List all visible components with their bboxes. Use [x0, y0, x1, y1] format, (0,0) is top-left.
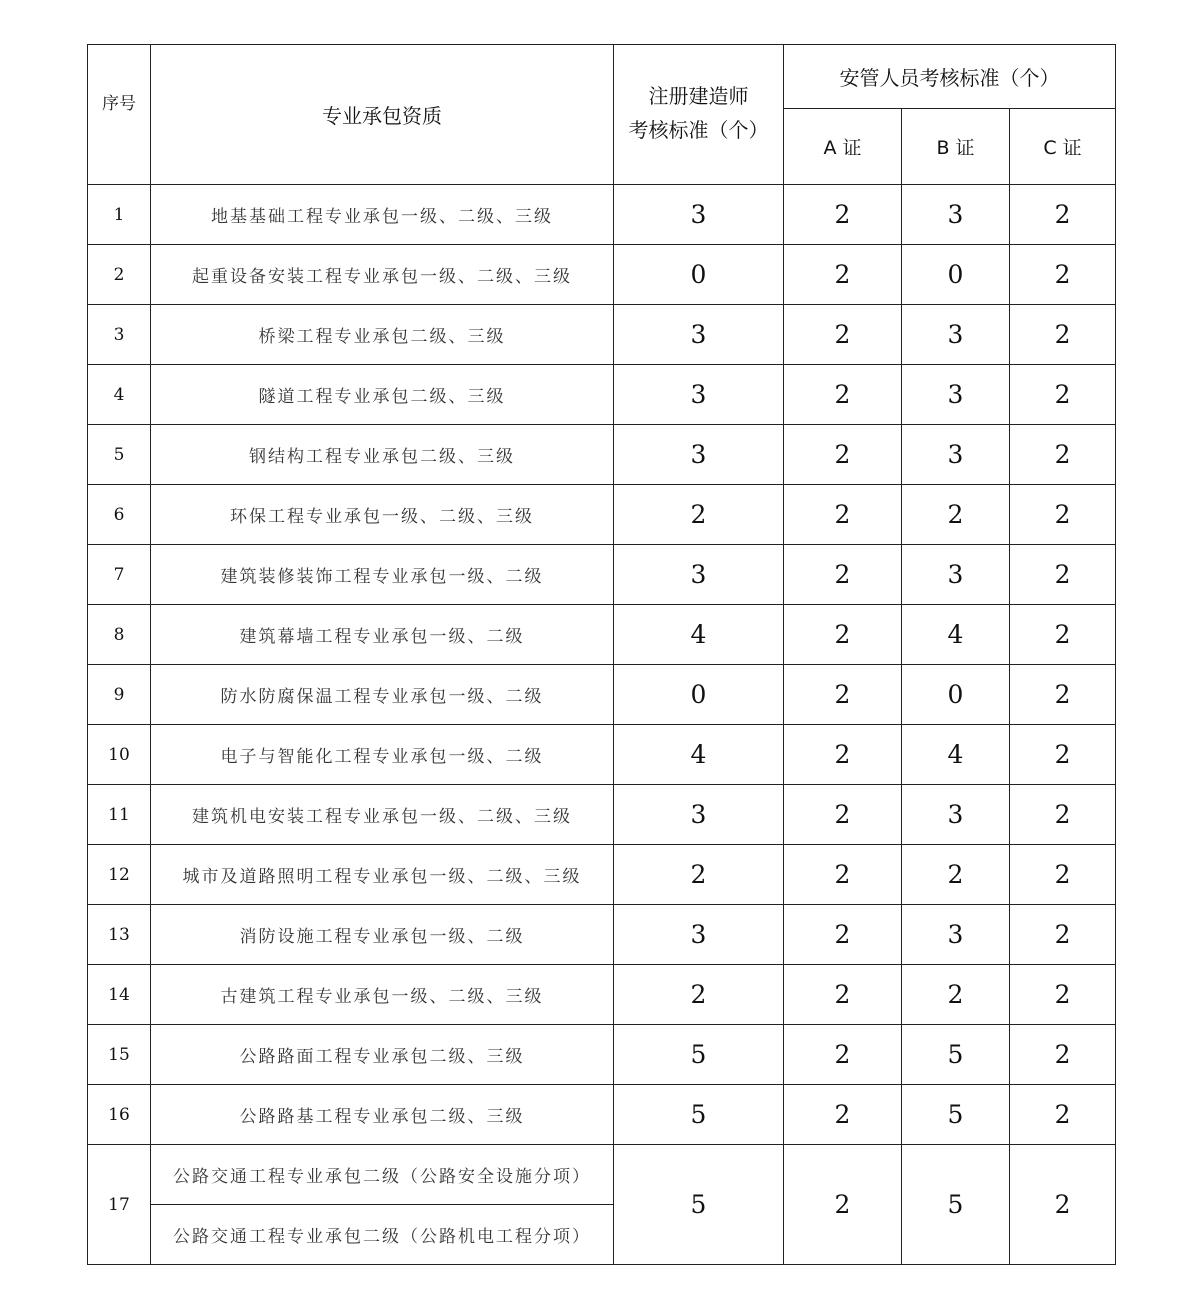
row-cert-a-count: 2: [784, 905, 902, 965]
row-engineer-count: 4: [614, 605, 784, 665]
row-cert-a-count: 2: [784, 365, 902, 425]
row-index: 3: [88, 305, 151, 365]
row-index: 7: [88, 545, 151, 605]
row-cert-a-count: 2: [784, 1085, 902, 1145]
row-cert-c-count: 2: [1010, 305, 1116, 365]
row-cert-c-count: 2: [1010, 905, 1116, 965]
row-engineer-count: 5: [614, 1145, 784, 1265]
table-row: [88, 245, 1116, 305]
row-cert-b-count: 3: [902, 785, 1010, 845]
row-index: 6: [88, 485, 151, 545]
row-cert-b-count: 2: [902, 485, 1010, 545]
table-row: [88, 1025, 1116, 1085]
row-engineer-count: 0: [614, 665, 784, 725]
table-row: [88, 545, 1116, 605]
header-cert-c: C 证: [1010, 109, 1116, 185]
table-row-last: [88, 1145, 1116, 1205]
row-cert-c-count: 2: [1010, 965, 1116, 1025]
row-engineer-count: 3: [614, 305, 784, 365]
row-index: 16: [88, 1085, 151, 1145]
row-engineer-count: 5: [614, 1025, 784, 1085]
row-cert-a-count: 2: [784, 485, 902, 545]
qualification-standards-table: [87, 44, 1116, 1265]
header-safety-standard: 安管人员考核标准（个）: [784, 45, 1116, 109]
row-index: 11: [88, 785, 151, 845]
row-qualification: 建筑装修装饰工程专业承包一级、二级: [151, 545, 614, 605]
row-qualification: 城市及道路照明工程专业承包一级、二级、三级: [151, 845, 614, 905]
row-cert-b-count: 5: [902, 1145, 1010, 1265]
table-row: [88, 485, 1116, 545]
row-index: 17: [88, 1145, 151, 1265]
row-index: 5: [88, 425, 151, 485]
table-row: [88, 785, 1116, 845]
row-cert-b-count: 2: [902, 845, 1010, 905]
header-engineer-standard: [614, 45, 784, 185]
row-qualification: 隧道工程专业承包二级、三级: [151, 365, 614, 425]
row-engineer-count: 3: [614, 785, 784, 845]
row-cert-c-count: 2: [1010, 785, 1116, 845]
row-cert-b-count: 5: [902, 1025, 1010, 1085]
row-cert-a-count: 2: [784, 665, 902, 725]
row-cert-a-count: 2: [784, 965, 902, 1025]
row-cert-b-count: 2: [902, 965, 1010, 1025]
row-qualification: 建筑机电安装工程专业承包一级、二级、三级: [151, 785, 614, 845]
row-index: 8: [88, 605, 151, 665]
table-row: [88, 905, 1116, 965]
row-cert-b-count: 3: [902, 185, 1010, 245]
row-cert-a-count: 2: [784, 785, 902, 845]
row-cert-a-count: 2: [784, 605, 902, 665]
row-cert-b-count: 0: [902, 665, 1010, 725]
row-index: 13: [88, 905, 151, 965]
row-engineer-count: 3: [614, 905, 784, 965]
header-engineer-line1: 注册建造师: [648, 84, 749, 108]
row-cert-c-count: 2: [1010, 665, 1116, 725]
table-row: [88, 965, 1116, 1025]
row-cert-a-count: 2: [784, 245, 902, 305]
table-row: [88, 305, 1116, 365]
row-qualification: 防水防腐保温工程专业承包一级、二级: [151, 665, 614, 725]
row-qualification: 环保工程专业承包一级、二级、三级: [151, 485, 614, 545]
row-cert-c-count: 2: [1010, 425, 1116, 485]
row-cert-b-count: 3: [902, 365, 1010, 425]
row-cert-c-count: 2: [1010, 725, 1116, 785]
header-cert-b: B 证: [902, 109, 1010, 185]
row-qualification: 建筑幕墙工程专业承包一级、二级: [151, 605, 614, 665]
table-row: [88, 185, 1116, 245]
row-qualification: 公路路面工程专业承包二级、三级: [151, 1025, 614, 1085]
row-cert-c-count: 2: [1010, 845, 1116, 905]
row-cert-b-count: 3: [902, 425, 1010, 485]
row-qualification: 公路路基工程专业承包二级、三级: [151, 1085, 614, 1145]
row-qualification: 桥梁工程专业承包二级、三级: [151, 305, 614, 365]
row-cert-a-count: 2: [784, 545, 902, 605]
row-engineer-count: 3: [614, 365, 784, 425]
row-cert-a-count: 2: [784, 1025, 902, 1085]
row-cert-c-count: 2: [1010, 365, 1116, 425]
row-cert-a-count: 2: [784, 425, 902, 485]
row-qualification: 消防设施工程专业承包一级、二级: [151, 905, 614, 965]
row-index: 10: [88, 725, 151, 785]
row-engineer-count: 2: [614, 485, 784, 545]
header-qualification: 专业承包资质: [151, 45, 614, 185]
table-row: [88, 1085, 1116, 1145]
row-index: 12: [88, 845, 151, 905]
row-index: 1: [88, 185, 151, 245]
row-qualification: 起重设备安装工程专业承包一级、二级、三级: [151, 245, 614, 305]
row-index: 9: [88, 665, 151, 725]
row-cert-c-count: 2: [1010, 485, 1116, 545]
row-engineer-count: 2: [614, 845, 784, 905]
table-row: [88, 725, 1116, 785]
row-index: 4: [88, 365, 151, 425]
row-cert-b-count: 3: [902, 305, 1010, 365]
header-engineer-line2: 考核标准（个）: [628, 118, 769, 142]
table-body: [88, 185, 1116, 1265]
row-cert-a-count: 2: [784, 845, 902, 905]
table-row: [88, 605, 1116, 665]
row-qualification: 钢结构工程专业承包二级、三级: [151, 425, 614, 485]
row-index: 15: [88, 1025, 151, 1085]
row-cert-b-count: 4: [902, 725, 1010, 785]
row-qualification-sub-2: 公路交通工程专业承包二级（公路机电工程分项）: [151, 1205, 614, 1265]
row-cert-c-count: 2: [1010, 1025, 1116, 1085]
row-cert-a-count: 2: [784, 185, 902, 245]
header-index: 序号: [88, 45, 151, 185]
table-row: [88, 425, 1116, 485]
row-cert-b-count: 3: [902, 905, 1010, 965]
row-cert-c-count: 2: [1010, 245, 1116, 305]
header-cert-a: A 证: [784, 109, 902, 185]
header-row-top: [88, 45, 1116, 109]
row-cert-b-count: 3: [902, 545, 1010, 605]
row-qualification-sub-1: 公路交通工程专业承包二级（公路安全设施分项）: [151, 1145, 614, 1205]
row-cert-a-count: 2: [784, 725, 902, 785]
row-engineer-count: 0: [614, 245, 784, 305]
row-cert-a-count: 2: [784, 1145, 902, 1265]
row-cert-a-count: 2: [784, 305, 902, 365]
table-row: [88, 845, 1116, 905]
row-index: 14: [88, 965, 151, 1025]
row-engineer-count: 4: [614, 725, 784, 785]
row-qualification: 古建筑工程专业承包一级、二级、三级: [151, 965, 614, 1025]
row-engineer-count: 3: [614, 545, 784, 605]
row-engineer-count: 3: [614, 185, 784, 245]
row-cert-c-count: 2: [1010, 1085, 1116, 1145]
row-engineer-count: 2: [614, 965, 784, 1025]
row-cert-c-count: 2: [1010, 1145, 1116, 1265]
row-cert-c-count: 2: [1010, 545, 1116, 605]
row-cert-b-count: 5: [902, 1085, 1010, 1145]
row-qualification: 地基基础工程专业承包一级、二级、三级: [151, 185, 614, 245]
row-cert-b-count: 0: [902, 245, 1010, 305]
row-engineer-count: 5: [614, 1085, 784, 1145]
row-qualification: 电子与智能化工程专业承包一级、二级: [151, 725, 614, 785]
table-row: [88, 665, 1116, 725]
row-cert-c-count: 2: [1010, 605, 1116, 665]
row-cert-b-count: 4: [902, 605, 1010, 665]
row-index: 2: [88, 245, 151, 305]
table-row: [88, 365, 1116, 425]
row-engineer-count: 3: [614, 425, 784, 485]
row-cert-c-count: 2: [1010, 185, 1116, 245]
